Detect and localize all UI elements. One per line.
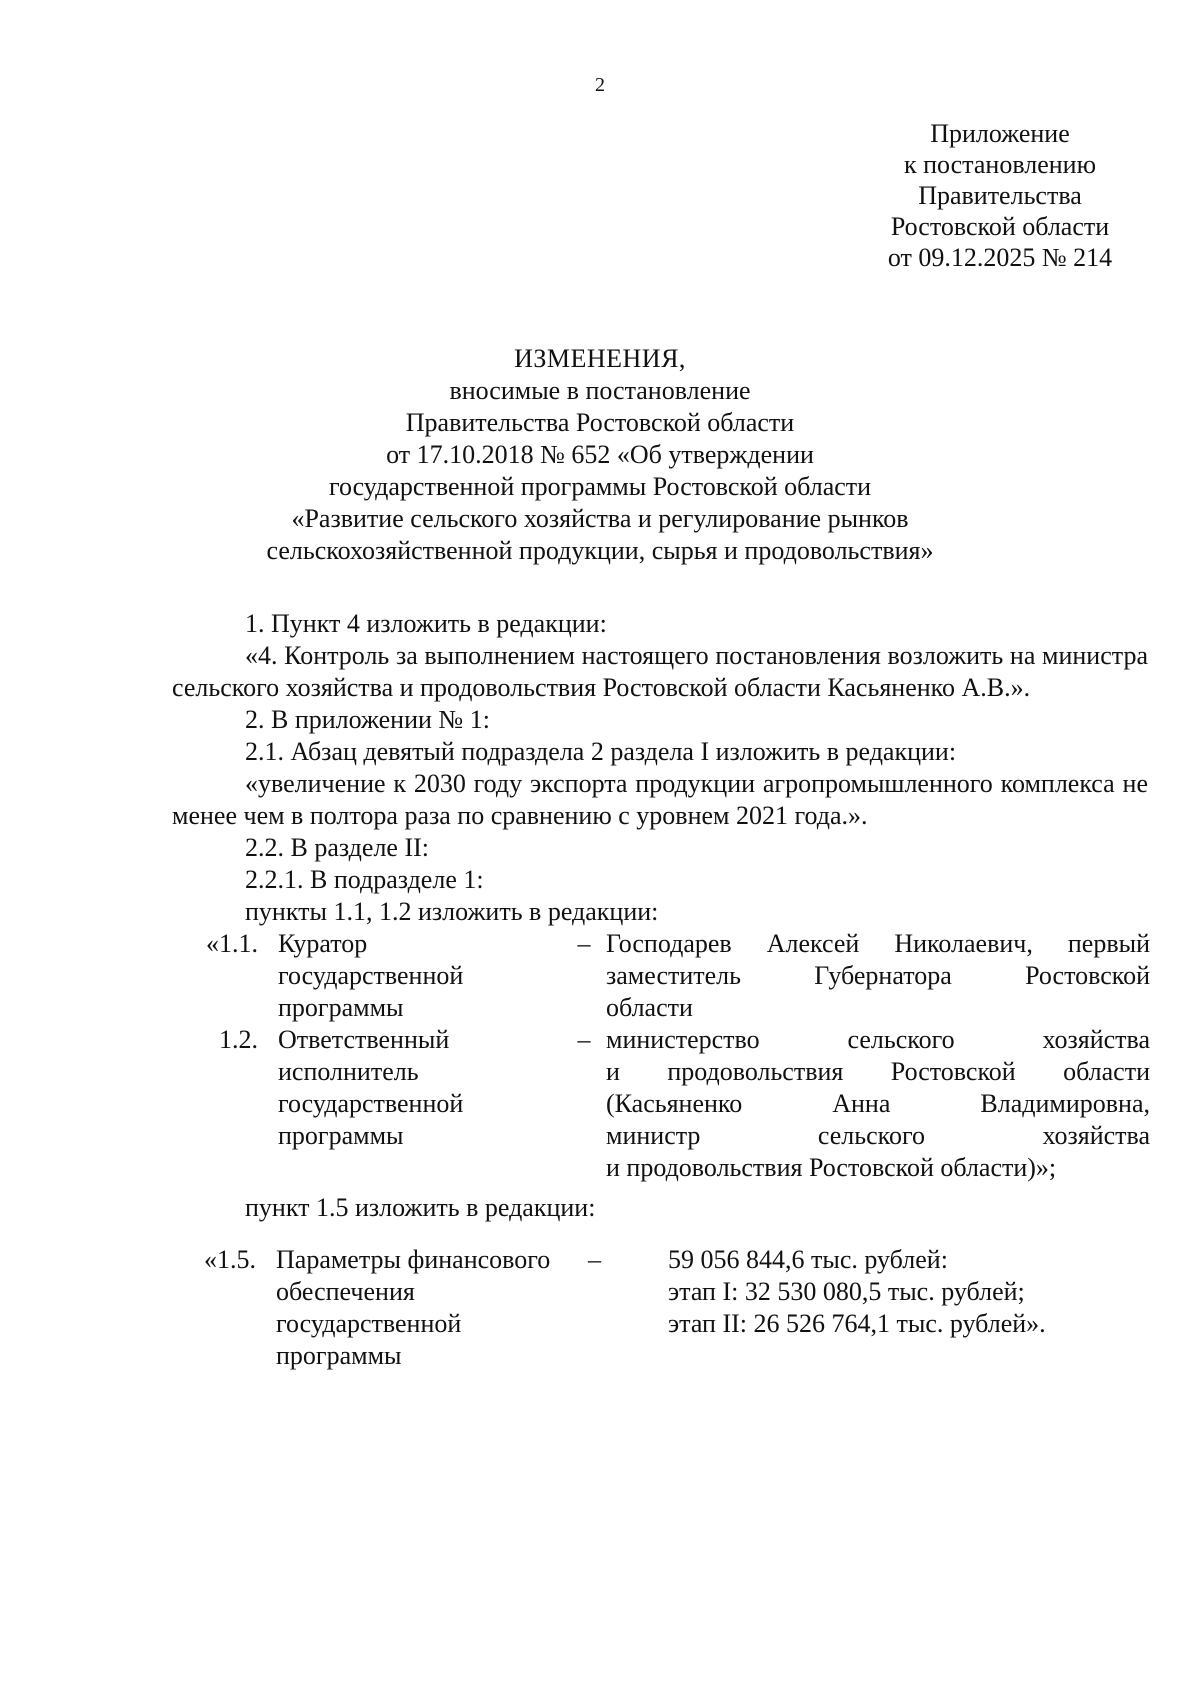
appendix-line: от 09.12.2025 № 214: [887, 243, 1113, 272]
appendix-line: Ростовской области: [890, 212, 1110, 241]
passport-table-2: [188, 1244, 1150, 1372]
row-name-line: государственной: [278, 1089, 464, 1118]
title-line: Правительства Ростовской области: [405, 408, 795, 437]
row-name: [272, 928, 562, 1024]
page-number: 2: [595, 74, 605, 96]
appendix-line: к постановлению: [903, 150, 1097, 179]
paragraph: пункт 1.5 изложить в редакции:: [245, 1193, 596, 1222]
title-line: государственной программы Ростовской области: [328, 472, 872, 501]
row-value: [668, 1244, 1150, 1340]
paragraph: 2.2. В разделе II:: [245, 833, 430, 862]
row-number: 1.2.: [219, 1025, 258, 1054]
table-row: [188, 928, 1150, 1024]
appendix-header: [840, 118, 1160, 273]
row-value-line: и продовольствия Ростовской области)»;: [606, 1153, 1057, 1182]
row-name-line: программы: [276, 1341, 402, 1370]
row-value-line: 59 056 844,6 тыс. рублей:: [668, 1245, 948, 1274]
row-name-line: Куратор: [278, 929, 368, 958]
row-name-line: Ответственный: [278, 1025, 450, 1054]
row-name-line: исполнитель: [278, 1057, 419, 1086]
row-value: [606, 1024, 1150, 1184]
row-value-line: заместитель Губернатора Ростовской: [606, 961, 1150, 990]
appendix-line: Правительства: [918, 181, 1082, 210]
row-value-line: этап II: 26 526 764,1 тыс. рублей».: [668, 1309, 1046, 1338]
row-value: [606, 928, 1150, 1024]
paragraph: 2. В приложении № 1:: [245, 705, 490, 734]
passport-table-1: [188, 928, 1150, 1184]
row-name-line: обеспечения: [276, 1277, 415, 1306]
document-body-continued: [172, 1192, 1148, 1224]
title-line: вносимые в постановление: [449, 376, 751, 405]
paragraph: 2.1. Абзац девятый подраздела 2 раздела I изложить в редакции:: [245, 737, 957, 766]
row-name: [272, 1024, 562, 1152]
row-dash: –: [577, 1025, 591, 1054]
row-value-line: министр сельского хозяйства: [606, 1121, 1150, 1150]
paragraph: пункты 1.1, 1.2 изложить в редакции:: [245, 897, 659, 926]
row-value-line: и продовольствия Ростовской области: [606, 1057, 1150, 1086]
paragraph: 2.2.1. В подразделе 1:: [245, 865, 484, 894]
document-body: [172, 608, 1148, 928]
title-line: «Развитие сельского хозяйства и регулирование рынков: [291, 504, 909, 533]
paragraph: «увеличение к 2030 году экспорта продукции агропромышленного комплекса не менее чем в полтора раза по сравнению с уровнем 2021 года.».: [172, 769, 1148, 830]
row-value-line: министерство сельского хозяйства: [606, 1025, 1150, 1054]
table-row: [188, 1024, 1150, 1184]
row-name-line: государственной: [278, 961, 464, 990]
row-value-line: (Касьяненко Анна Владимировна,: [606, 1089, 1150, 1118]
row-number: «1.1.: [206, 929, 258, 958]
appendix-line: Приложение: [930, 119, 1070, 148]
row-name-line: государственной: [276, 1309, 462, 1338]
row-value-line: этап I: 32 530 080,5 тыс. рублей;: [668, 1277, 1025, 1306]
row-name-line: программы: [278, 1121, 404, 1150]
title-line: от 17.10.2018 № 652 «Об утверждении: [386, 440, 814, 469]
title-line: сельскохозяйственной продукции, сырья и продовольствия»: [266, 536, 934, 565]
paragraph: 1. Пункт 4 изложить в редакции:: [245, 609, 607, 638]
row-dash: –: [588, 1245, 601, 1274]
row-value-line: области: [606, 993, 693, 1022]
row-number: «1.5.: [204, 1245, 256, 1274]
row-name-line: программы: [278, 993, 404, 1022]
title-main: ИЗМЕНЕНИЯ,: [514, 344, 686, 373]
table-row: [188, 1244, 1150, 1372]
row-value-line: Господарев Алексей Николаевич, первый: [606, 929, 1150, 958]
row-dash: –: [577, 929, 591, 958]
paragraph: «4. Контроль за выполнением настоящего постановления возложить на министра сельского хозяйства и продовольствия Ростовской области Касьяненко А.В.».: [172, 641, 1148, 702]
row-name: [270, 1244, 588, 1372]
document-title: [150, 343, 1050, 567]
row-name-line: Параметры финансового: [276, 1245, 551, 1274]
